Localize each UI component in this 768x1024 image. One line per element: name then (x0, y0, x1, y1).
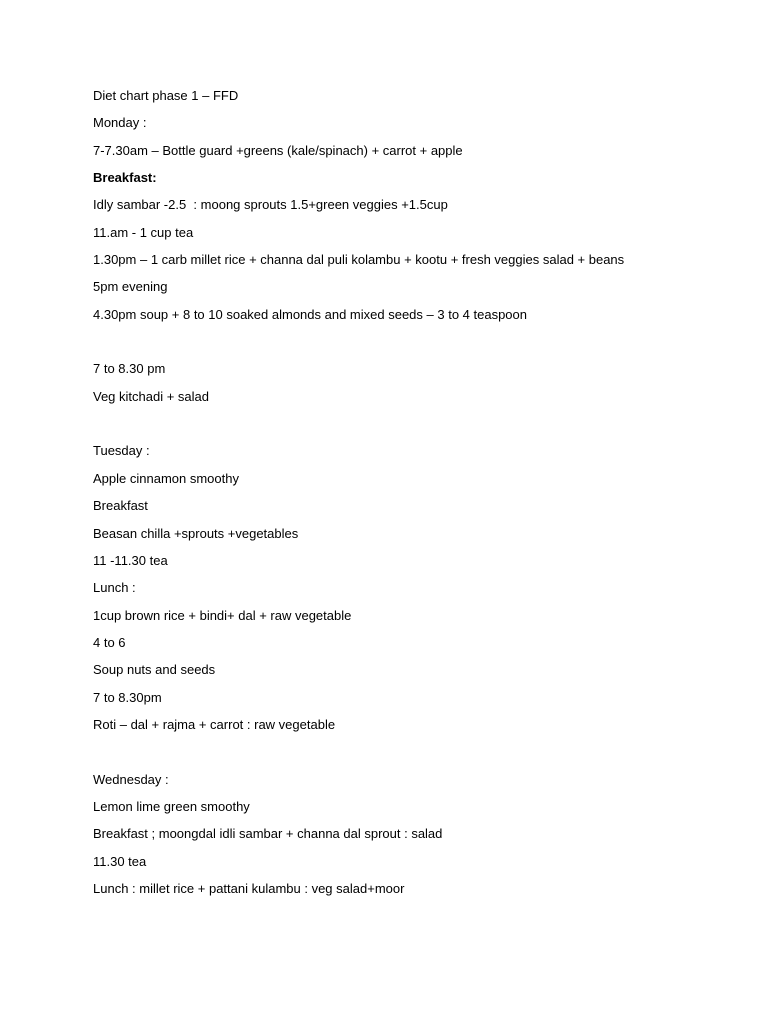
document-text-line: Breakfast ; moongdal idli sambar + channa dal sprout : salad (93, 826, 443, 842)
blank-line (93, 414, 713, 434)
blank-line (93, 742, 713, 762)
document-text-line: Monday : (93, 115, 147, 131)
document-text-line: Breakfast (93, 498, 148, 514)
document-text-line: Roti – dal + rajma + carrot : raw vegetable (93, 716, 336, 732)
document-text-line: 7-7.30am – Bottle guard +greens (kale/spinach) + carrot + apple (93, 142, 463, 158)
document-text-line: 4.30pm soup + 8 to 10 soaked almonds and mixed seeds – 3 to 4 teaspoon (93, 306, 527, 322)
document-text-line: Lunch : (93, 580, 136, 596)
document-text-line: 5pm evening (93, 279, 168, 295)
document-text-line: Breakfast: (93, 170, 157, 186)
document-text-line: 1.30pm – 1 carb millet rice + channa dal puli kolambu + kootu + fresh veggies salad + beans (93, 252, 625, 268)
document-text-line: Apple cinnamon smoothy (93, 470, 239, 486)
document-text-line: 7 to 8.30 pm (93, 361, 166, 377)
document-page (93, 86, 713, 906)
document-text-line: Beasan chilla +sprouts +vegetables (93, 525, 299, 541)
document-text-line: 11.30 tea (93, 853, 147, 869)
document-text-line: Wednesday : (93, 771, 169, 787)
document-text-line: Veg kitchadi + salad (93, 388, 209, 404)
document-text-line: Lunch : millet rice + pattani kulambu : veg salad+moor (93, 880, 405, 896)
document-text-line: 11 -11.30 tea (93, 552, 168, 568)
document-text-line: Idly sambar -2.5 : moong sprouts 1.5+green veggies +1.5cup (93, 197, 448, 213)
document-text-line: Diet chart phase 1 – FFD (93, 88, 239, 103)
document-text-line: 11.am - 1 cup tea (93, 224, 194, 240)
document-text-line: 7 to 8.30pm (93, 689, 162, 705)
document-text-line: Soup nuts and seeds (93, 662, 216, 678)
document-text-line: 1cup brown rice + bindi+ dal + raw vegetable (93, 607, 352, 623)
document-text-line: 4 to 6 (93, 634, 126, 650)
document-text-line: Lemon lime green smoothy (93, 798, 250, 814)
blank-line (93, 332, 713, 352)
document-text-line: Tuesday : (93, 443, 150, 459)
